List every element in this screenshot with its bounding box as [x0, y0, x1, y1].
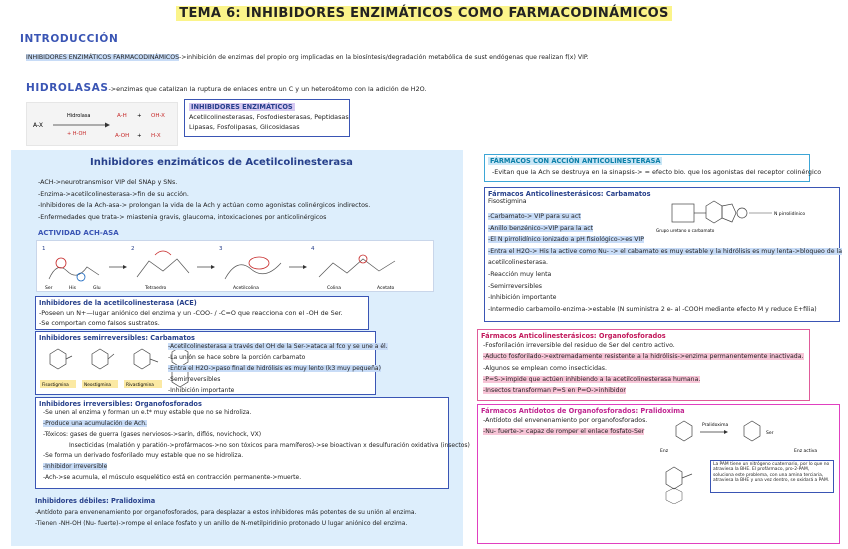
irreversibles-box: [35, 397, 470, 489]
semi-line-3: -Entra el H2O->paso final de hidrólisis es muy lento (k3 muy pequeña): [168, 365, 381, 372]
mechanism-step-2: [131, 246, 189, 291]
scheme-p4: H-X: [151, 133, 161, 139]
pam-structure: [658, 460, 698, 504]
svg-text:Fisostigmina: Fisostigmina: [42, 383, 69, 388]
hydrolase-scheme: [26, 102, 178, 146]
organo-lines: [483, 340, 806, 396]
carbamatos-subtitle: Fisostigmina: [488, 198, 527, 206]
svg-text:3: 3: [219, 246, 223, 252]
intro-term: INHIBIDORES ENZIMÁTICOS FARMACODINÁMICOS: [26, 54, 180, 61]
irrev-line-4: Insecticidas (malatión y paratión->profármacos->no son tóxicos para mamíferos)->se bioactivan x desulfuración oxidativa (insectos): [69, 441, 470, 449]
debiles-line-1: -Antídoto para envenenamiento por organofosforados, para desplazar a estos inhibidores más potentes de su unión al enzima.: [35, 509, 417, 516]
scheme-p3: A-OH: [115, 133, 130, 139]
fisostigmina-svg: [654, 196, 830, 242]
page-title: TEMA 6: INHIBIDORES ENZIMÁTICOS COMO FARMACODINÁMICOS: [0, 6, 848, 22]
carb-line-5: acetilcolinesterasa.: [488, 259, 548, 267]
hidrolasas-heading: HIDROLASAS: [26, 82, 109, 94]
hidrolasas-row: [26, 82, 426, 95]
farmacos-title: FÁRMACOS CON ACCIÓN ANTICOLINESTERASA: [490, 157, 661, 165]
inhibidores-box-line2: Lipasas, Fosfolipasas, Glicosidasas: [189, 123, 300, 132]
svg-text:Enz: Enz: [660, 449, 669, 454]
svg-text:Acetato: Acetato: [377, 286, 395, 291]
scheme-p1: A-H: [117, 113, 127, 119]
ache-mechanism-svg: [37, 241, 435, 293]
carb-line-3: -El N pirrolidínico ionizado a pH fisiológico->es VIP: [488, 236, 645, 244]
intro-text: [26, 54, 589, 62]
organo-line-5: -Insectos transforman P=S en P=O->inhibidor: [483, 387, 626, 395]
mechanism-step-4: [311, 246, 395, 291]
svg-text:Colina: Colina: [327, 286, 342, 291]
carb-line-2: -Anillo benzénico->VIP para la act: [488, 224, 594, 232]
ache-item-1: -ACH->neurotransmisor VIP del SNAp y SNs.: [38, 179, 178, 186]
scheme-water: + H-OH: [67, 131, 87, 137]
scheme-enzyme: Hidrolasa: [67, 113, 91, 119]
carb-line-8: -Inhibición importante: [488, 294, 557, 302]
semi-line-1: -Acetilcolinesterasa a través del OH de la Ser->ataca al fco y se une a él.: [168, 343, 388, 350]
inhibidores-box-line1: Acetilcolinesterasas, Fosfodiesterasas, Peptidasas: [189, 113, 349, 122]
ace-box-title: Inhibidores de la acetilcolinesterasa (ACE): [39, 299, 197, 307]
ache-items: [38, 177, 370, 223]
ache-mechanism-diagram: [36, 240, 434, 292]
hydrolase-scheme-svg: [27, 103, 179, 147]
svg-text:1: 1: [42, 246, 46, 252]
irrev-line-1: -Se unen al enzima y forman un e.t* muy estable que no se hidroliza.: [43, 409, 252, 417]
fisostigmina-structure: [654, 196, 830, 242]
carb-line-6: -Reacción muy lenta: [488, 270, 552, 278]
intro-definition: ->inhibición de enzimas del propio org implicadas en la biosíntesis/degradación metabólica de sust endógenas que realizan f(x) VIP.: [179, 54, 589, 61]
irrev-lines: [43, 408, 470, 484]
pam-note: La PAM tiene un nitrógeno cuaternario, por lo que no atraviesa la BHE. El profármaco, pro-2-PAM, soluciona este problema, con una amina terciaria, atraviesa la BHE y una vez dentro, se oxidará a PAM.: [710, 460, 834, 493]
semi-line-5: -Inhibición importante: [168, 387, 235, 394]
scheme-plus2: +: [137, 133, 142, 139]
svg-text:Pralidoxima: Pralidoxima: [702, 423, 729, 428]
carb-line-9: -Intermedio carbamoilo-enzima->estable (N suministra 2 e- al -COOH mediante efecto M y reduce E+filia): [488, 305, 817, 313]
scheme-plus1: +: [137, 113, 142, 119]
pralidoxima-mechanism: [654, 414, 838, 456]
ache-activity-heading: ACTIVIDAD ACH-ASA: [38, 229, 119, 237]
ace-box-line2: -Se comportan como falsos sustratos.: [39, 319, 160, 328]
organo-line-3: -Algunos se emplean como insecticidas.: [483, 364, 607, 372]
scheme-arrowhead: [105, 123, 110, 128]
svg-text:Ser: Ser: [766, 431, 774, 436]
svg-text:Neostigmina: Neostigmina: [84, 383, 112, 388]
semi-line-2: -La unión se hace sobre la porción carbamato: [168, 354, 306, 361]
debiles-section: [35, 496, 416, 529]
scheme-p2: OH-X: [151, 113, 165, 119]
irrev-line-7: -Ach->se acumula, el músculo esquelético está en contracción permanente->muerte.: [43, 474, 302, 482]
intro-heading: INTRODUCCIÓN: [20, 33, 119, 45]
carb-line-1: -Carbamato-> VIP para su act: [488, 213, 581, 220]
farmacos-line: -Evitan que la Ach se destruya en la sinapsis-> = efecto bio. que los agonistas del receptor colinérgico: [492, 168, 822, 177]
ache-title: Inhibidores enzimáticos de Acetilcolinesterasa: [90, 157, 353, 168]
irrev-line-3: -Tóxicos: gases de guerra (gases nerviosos->sarín, diflós, novichock, VX): [43, 430, 262, 438]
antidotos-line-2: -Nu- fuerte-> capaz de romper el enlace fosfato-Ser: [483, 428, 645, 436]
inhibidores-enzimaticos-box: [184, 99, 350, 137]
svg-text:Acetilcolina: Acetilcolina: [233, 286, 259, 291]
carb-line-4: -Entra el H2O-> His la active como Nu- -> el cabamato es muy estable y la hidrólisis es muy lenta->bloqueo de la: [488, 247, 843, 255]
carb-line-7: -Semirreversibles: [488, 282, 542, 290]
mechanism-step-1: [42, 246, 101, 291]
label-carbamato: Grupo uretano o carbamato: [656, 228, 715, 233]
ache-item-2: -Enzima->acetilcolinesterasa->fin de su acción.: [38, 190, 189, 198]
ache-item-4: -Enfermedades que trata-> miastenia gravis, glaucoma, intoxicaciones por anticolinérgicos: [38, 213, 327, 221]
irrev-line-6: -Inhibidor irreversible: [43, 463, 108, 471]
carbamate-structures-svg: [38, 344, 164, 392]
svg-text:4: 4: [311, 246, 315, 252]
semi-lines: [168, 341, 388, 396]
debiles-title: Inhibidores débiles: Pralidoxima: [35, 497, 156, 505]
organo-line-1: -Fosforilación irreversible del residuo de Ser del centro activo.: [483, 342, 675, 350]
antidotos-title: Fármacos Antídotos de Organofosforados: Pralidoxima: [481, 407, 685, 415]
ace-box-line1: -Poseen un N+—lugar aniónico del enzima y un -COO- / -C=O que reacciona con el -OH de Ser.: [39, 309, 343, 318]
pralidoxima-mechanism-svg: [654, 414, 838, 456]
farmacos-box: [484, 154, 822, 182]
hidrolasas-definition: ->enzimas que catalizan la ruptura de enlaces entre un C y un heteroátomo con la adición de H2O.: [108, 85, 427, 93]
svg-text:Tetraedro: Tetraedro: [145, 286, 167, 291]
svg-text:Enz activa: Enz activa: [794, 449, 818, 454]
organofosforados-box: [477, 329, 810, 401]
carbamate-structures: [38, 344, 164, 392]
pam-structure-svg: [658, 460, 698, 504]
mechanism-step-3: [219, 246, 281, 291]
semi-line-4: -Semirreversibles: [168, 376, 221, 383]
irrev-line-2: -Produce una acumulación de Ach.: [43, 420, 147, 428]
svg-text:His: His: [69, 286, 76, 291]
organo-title: Fármacos Anticolinesterásicos: Organofosforados: [481, 332, 666, 340]
irrev-line-5: -Se forma un derivado fosforilado muy estable que no se hidroliza.: [43, 452, 244, 460]
label-pirrol: N pirrolidínico: [774, 212, 806, 217]
svg-text:2: 2: [131, 246, 135, 252]
irrev-box-title: Inhibidores irreversibles: Organofosforados: [39, 400, 202, 408]
scheme-substrate: A-X: [33, 122, 43, 129]
fisostigmina-structure: [40, 349, 76, 388]
neostigmina-structure: [82, 349, 118, 388]
svg-text:Ser: Ser: [45, 286, 53, 291]
svg-text:Glu: Glu: [93, 286, 101, 291]
debiles-line-2: -Tienen -NH-OH (Nu- fuerte)->rompe el enlace fosfato y un anillo de N-metilpiridinio protonado U lugar aniónico del enzima.: [35, 520, 408, 527]
ace-inhibitors-box: [35, 296, 369, 330]
organo-line-4: -P=S->impide que actúen inhibiendo a la acetilcolinesterasa humana.: [483, 375, 701, 383]
carbamatos-title: Fármacos Anticolinesterásicos: Carbamatos: [488, 190, 651, 198]
inhibidores-box-title: INHIBIDORES ENZIMÁTICOS: [191, 103, 293, 111]
semi-box-title: Inhibidores semirreversibles: Carbamatos: [39, 334, 195, 342]
svg-text:Rivastigmina: Rivastigmina: [126, 383, 154, 388]
organo-line-2: -Aducto fosforilado->extremadamente resistente a la hidrólisis->enzima permanentemente inactivada.: [483, 353, 804, 361]
antidotos-line-1: -Antídoto del envenenamiento por organofosforados.: [483, 417, 648, 425]
ache-item-3: -Inhibidores de la Ach-asa-> prolongan la vida de la Ach y actúan como agonistas colinérgicos indirectos.: [38, 202, 371, 210]
rivastigmina-structure: [124, 349, 162, 388]
